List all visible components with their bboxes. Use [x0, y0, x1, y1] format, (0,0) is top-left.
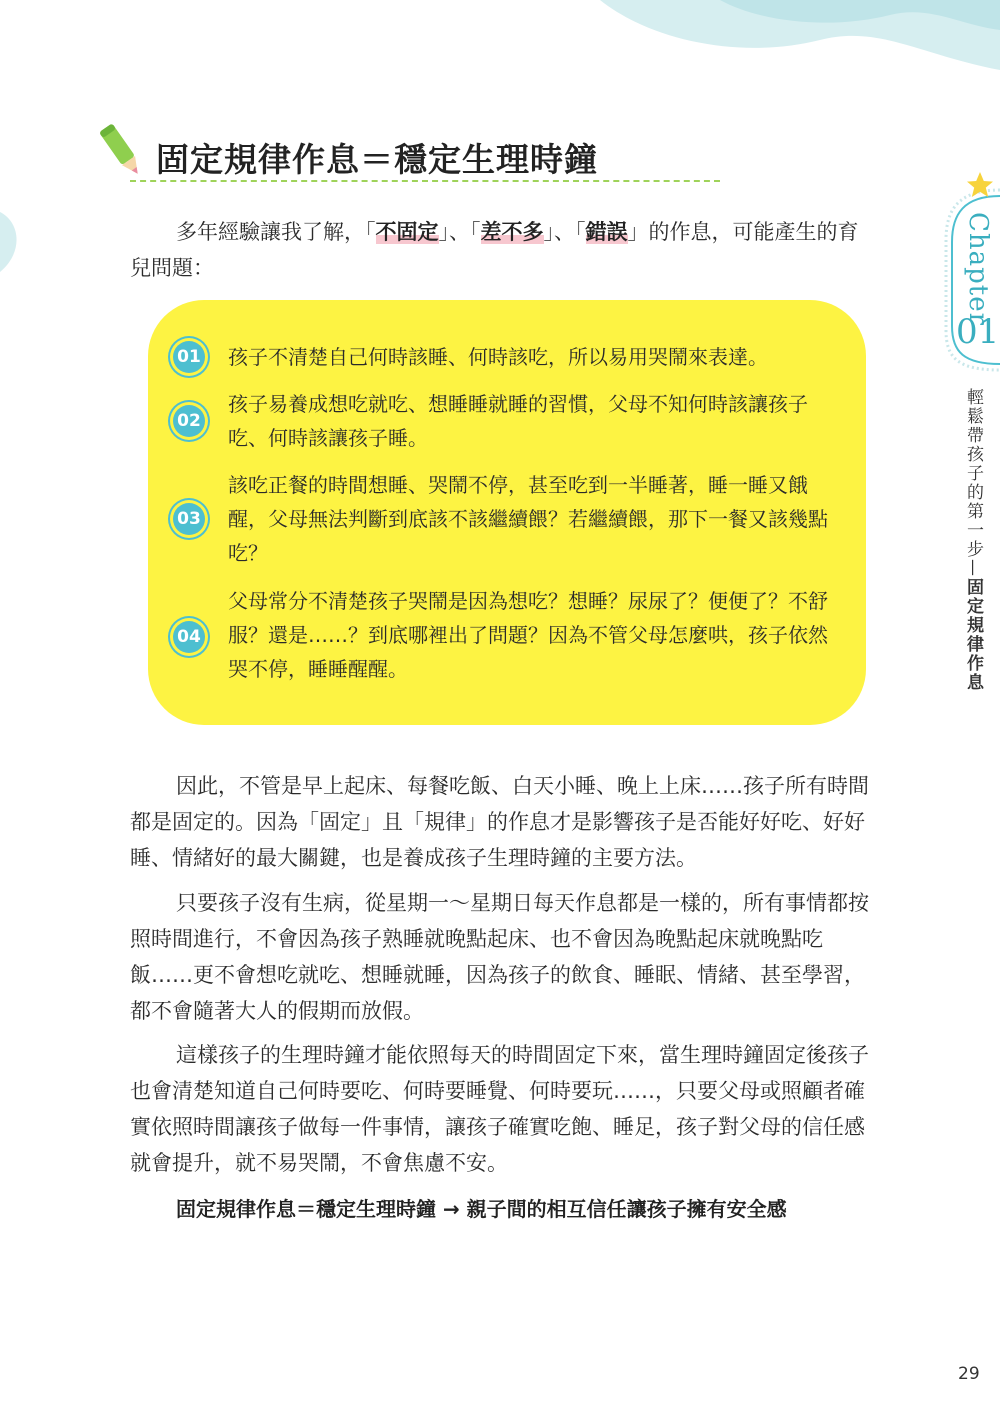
- number-badge: 04: [173, 621, 205, 653]
- number-badge: 03: [173, 503, 205, 535]
- page-title: 固定規律作息＝穩定生理時鐘: [156, 140, 598, 179]
- chapter-label: Chapter: [963, 212, 993, 327]
- number-badge: 01: [173, 341, 205, 373]
- highlight-term: 錯誤: [585, 220, 628, 244]
- chapter-caption: 輕鬆帶孩子的第一步—固定規律作息: [963, 388, 983, 692]
- highlight-term: 差不多: [480, 220, 544, 244]
- section-header: [100, 118, 720, 198]
- page-number: 29: [958, 1364, 980, 1384]
- title-dashed-underline: [130, 180, 720, 182]
- star-icon: [965, 170, 995, 200]
- problem-text: 該吃正餐的時間想睡、哭鬧不停，甚至吃到一半睡著，睡一睡又餓醒，父母無法判斷到底該不該繼續餵？若繼續餵，那下一餐又該幾點吃？: [228, 473, 828, 565]
- problem-text: 父母常分不清楚孩子哭鬧是因為想吃？想睡？尿尿了？便便了？不舒服？還是……？到底哪裡出了問題？因為不管父母怎麼哄，孩子依然哭不停，睡睡醒醒。: [228, 589, 828, 681]
- problem-text: 孩子不清楚自己何時該睡、何時該吃，所以易用哭鬧來表達。: [228, 345, 768, 369]
- intro-paragraph: 多年經驗讓我了解，「不固定」、「差不多」、「錯誤」的作息，可能產生的育兒問題：: [130, 220, 859, 280]
- number-badge: 02: [173, 405, 205, 437]
- body-paragraph: 只要孩子沒有生病，從星期一～星期日每天作息都是一樣的，所有事情都按照時間進行，不會因為孩子熟睡就晚點起床、也不會因為晚點起床就晚點吃飯……更不會想吃就吃、想睡就睡，因為孩子的飲食、睡眠、情緒、甚至學習，都不會隨著大人的假期而放假。: [130, 891, 869, 1023]
- body-paragraph: 因此，不管是早上起床、每餐吃飯、白天小睡、晚上上床……孩子所有時間都是固定的。因為「固定」且「規律」的作息才是影響孩子是否能好好吃、好好睡、情緒好的最大關鍵，也是養成孩子生理時鐘的主要方法。: [130, 774, 869, 870]
- highlight-term: 不固定: [375, 220, 439, 244]
- pencil-icon: [100, 120, 146, 182]
- problem-text: 孩子易養成想吃就吃、想睡睡就睡的習慣，父母不知何時該讓孩子吃、何時該讓孩子睡。: [228, 392, 808, 450]
- left-edge-wave-decoration: [0, 212, 24, 272]
- problems-box: [148, 300, 866, 725]
- top-right-wave-decoration: [560, 0, 1000, 100]
- chapter-number: 01: [956, 312, 1000, 352]
- body-paragraph: 這樣孩子的生理時鐘才能依照每天的時間固定下來，當生理時鐘固定後孩子也會清楚知道自己何時要吃、何時要睡覺、何時要玩……，只要父母或照顧者確實依照時間讓孩子做每一件事情，讓孩子確實吃飽、睡足，孩子對父母的信任感就會提升，就不易哭鬧，不會焦慮不安。: [130, 1043, 869, 1175]
- conclusion-line: 固定規律作息＝穩定生理時鐘 → 親子間的相互信任讓孩子擁有安全感: [176, 1197, 787, 1221]
